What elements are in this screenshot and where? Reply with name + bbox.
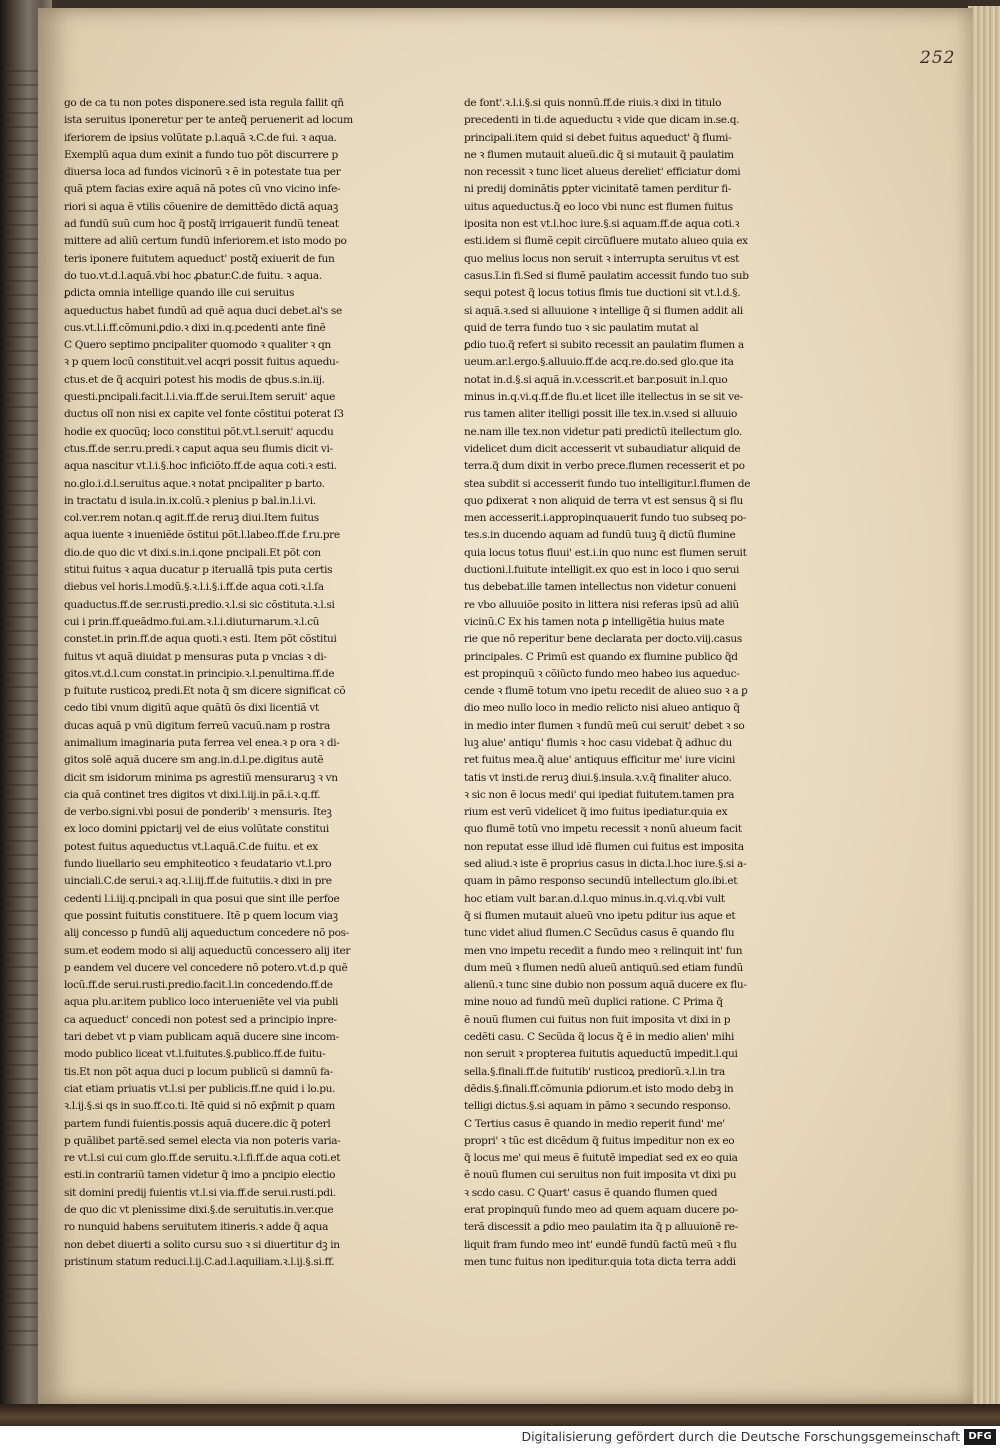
text-line: casus.ĩ.in fi.Sed si flumẽ paulatim accessit fundo tuo sub	[464, 269, 749, 282]
text-line: sequi potest q̃ locus totius flmis tue ductioni sit vt.l.d.§.	[464, 287, 741, 300]
text-line: go de ca tu non potes disponere.sed ista regula fallit qñ	[64, 97, 344, 109]
text-line: cia quã continet tres digitos vt dixi.l.iij.in pã.i.ꝛ.q.ff.	[64, 788, 321, 801]
text-line: tatis vt insti.de reruꝫ diui.§.insula.ꝛ.v.q̃ finaliter aluco.	[464, 771, 732, 784]
text-line: iposita non est vt.l.hoc iure.§.si aquam.ff.de aqua coti.ꝛ	[464, 218, 740, 231]
text-line: alij concesso p fundũ alij aqueductum concedere nõ pos-	[64, 927, 349, 940]
text-line: C Quero septimo pncipaliter quomodo ꝛ qualiter ꝛ qn	[64, 339, 331, 352]
text-line: iferiorem de ipsius volũtate p.l.aquã ꝛ.C.de fui. ꝛ aqua.	[64, 131, 337, 144]
text-line: rium est verũ videlicet q̃ imo fuitus ipediatur.quia ex	[464, 806, 728, 819]
text-line: cedo tibi vnum digitũ aque quãtũ õs dixi licentiã vt	[64, 702, 319, 715]
text-line: de font'.ꝛ.l.i.§.si quis nonnũ.ff.de riuis.ꝛ dixi in titulo	[464, 97, 722, 109]
text-line: non reputat esse illud idẽ flumen cui fuitus est imposita	[464, 840, 744, 853]
text-line: terra.q̃ dum dixit in verbo prece.flumen recesserit et po	[464, 460, 745, 473]
text-line: videlicet dum dicit accesserit vt subaudiatur aliquid de	[464, 442, 741, 455]
text-line: in medio inter flumen ꝛ fundũ meũ cui seruit' debet ꝛ so	[464, 719, 745, 732]
left-text-column	[64, 95, 410, 1271]
text-line: animalium imaginaria puta ferrea vel enea.ꝛ p ora ꝛ di-	[64, 736, 340, 749]
text-line: dẽdis.§.finali.ff.cõmunia ꝑdiorum.et isto modo debꝫ in	[464, 1082, 734, 1095]
text-line: p eandem vel ducere vel concedere nõ potero.vt.d.p quẽ	[64, 961, 348, 974]
text-line: non recessit ꝛ tunc licet alueus dereliet' efficiatur domi	[464, 166, 741, 179]
text-line: no.glo.i.d.l.seruitus aque.ꝛ notat pncipaliter p barto.	[64, 477, 325, 490]
text-line: tis.Et non põt aqua duci p locum publicũ si damnũ fa-	[64, 1065, 333, 1078]
text-line: dio.de quo dic vt dixi.s.in.i.qone pncipali.Et põt con	[64, 546, 321, 559]
text-line: principali.item quid si debet fuitus aqueduct' q̃ flumi-	[464, 131, 732, 144]
text-line: questi.pncipali.facit.l.i.via.ff.de serui.Item seruit' aque	[64, 391, 336, 404]
text-line: cedẽti casu. C Secũda q̃ locus q̃ ẽ in medio alien' mihi	[464, 1031, 735, 1044]
facing-page-text-fragment	[4, 70, 38, 1350]
text-line: dicit sm isidorum minima ps agrestiũ mensuraruꝫ ꝛ vn	[64, 771, 338, 784]
text-line: re vbo alluuiõe posito in littera nisi referas ipsũ ad aliũ	[464, 598, 739, 611]
text-line: ꝛ p quem locũ constituit.vel acqri possit fuitus aquedu-	[64, 356, 339, 369]
text-line: cedenti l.i.iij.q.pncipali in qua posui que sint ille perfoe	[64, 892, 340, 905]
text-line: quid de terra fundo tuo ꝛ sic paulatim mutat al	[464, 321, 699, 334]
text-line: notat in.d.§.si aquã in.v.cesscrit.et bar.posuit in.l.quo	[464, 373, 728, 386]
text-line: ro nunquid habens seruitutem itineris.ꝛ adde q̃ aqua	[64, 1221, 329, 1234]
text-line: ductioni.l.fuitute intelligit.ex quo est in loco i quo serui	[464, 564, 740, 577]
text-line: col.ver.rem notan.q agit.ff.de reruꝫ diui.Item fuitus	[64, 512, 319, 525]
text-line: ẽ nouũ flumen cui fuitus non fuit imposita vt dixi in p	[464, 1013, 731, 1026]
text-line: fundo liuellario seu emphiteotico ꝛ feudatario vt.l.pro	[64, 858, 332, 871]
text-line: ctus.ff.de ser.ru.predi.ꝛ caput aqua seu flumis dicit vi-	[64, 442, 333, 455]
folio-number: 252	[920, 48, 956, 68]
text-line: q̃ si flumen mutauit alueũ vno ipetu pditur ius aque et	[464, 909, 736, 922]
text-line: fuitus vt aquã diuidat p mensuras puta p vncias ꝛ di-	[64, 650, 327, 663]
text-line: modo publico liceat vt.l.fuitutes.§.publico.ff.de fuitu-	[64, 1048, 326, 1061]
text-line: esti.idem si flumẽ cepit circũfluere mutato alueo quia ex	[464, 235, 748, 248]
text-line: dum meũ ꝛ flumen nedũ alueũ antiquũ.sed etiam fundũ	[464, 961, 743, 974]
text-line: stea subdit si accesserit fundo tuo intelligitur.l.flumen de	[464, 477, 751, 490]
text-line: tus debebat.ille tamen intellectus non videtur conueni	[464, 581, 737, 594]
text-line: in tractatu d isula.in.ix.colũ.ꝛ plenius p bal.in.l.i.vi.	[64, 494, 316, 507]
text-line: gitos solẽ aquã ducere sm ang.in.d.l.pe.digitus autẽ	[64, 754, 324, 767]
text-line: non seruit ꝛ propterea fuitutis aqueductũ impedit.l.qui	[464, 1048, 738, 1061]
text-line: cus.vt.l.i.ff.cõmuni.ꝑdio.ꝛ dixi in.q.pcedenti ante finẽ	[64, 321, 326, 334]
text-line: hodie ex quocũq; loco constitui põt.vt.l.seruit' aqucdu	[64, 425, 334, 438]
right-text-column	[464, 95, 804, 1271]
text-line: ẽ nouũ flumen cui seruitus non fuit imposita vt dixi pu	[464, 1169, 737, 1182]
text-line: propri' ꝛ tũc est dicẽdum q̃ fuitus impeditur non ex eo	[464, 1134, 735, 1147]
text-line: terã discessit a ꝑdio meo paulatim ita q̃ p alluuionẽ re-	[464, 1221, 738, 1234]
book-bottom-edge	[0, 1404, 1000, 1426]
text-line: sed aliud.ꝛ iste ẽ proprius casus in dicta.l.hoc iure.§.si a-	[464, 858, 747, 871]
text-line: riori si aqua ẽ vtilis cõuenire de demittẽdo dictã aquaꝫ	[64, 200, 338, 213]
text-line: aqua iuente ꝛ inueniẽde õstitui põt.l.labeo.ff.de f.ru.pre	[64, 529, 340, 542]
text-line: quia locus totus fluui' est.i.in quo nunc est flumen seruit	[464, 546, 747, 559]
text-line: teris iponere fuitutem aqueduct' postq̃ exiuerit de fun	[64, 252, 335, 265]
text-line: ni predij dominãtis ꝑpter vicinitatẽ tamen perditur fi-	[464, 183, 732, 196]
text-line: C Tertius casus ẽ quando in medio reperit fund' me'	[464, 1117, 725, 1130]
text-line: non debet diuerti a solito cursu suo ꝛ si diuertitur dꝫ in	[64, 1238, 340, 1251]
text-line: diebus vel horis.l.modũ.§.ꝛ.l.i.§.i.ff.de aqua coti.ꝛ.l.ſa	[64, 581, 324, 594]
text-line: cui i prin.ff.queãdmo.fui.am.ꝛ.l.i.diuturnarum.ꝛ.l.cũ	[64, 615, 320, 628]
text-line: quaductus.ff.de ser.rusti.predio.ꝛ.l.si sic cõstituta.ꝛ.l.si	[64, 598, 335, 611]
text-line: aqua plu.ar.item publico loco interueniẽte vel via publi	[64, 996, 339, 1009]
text-line: quam in pãmo responso secundũ intellectum glo.ibi.et	[464, 875, 738, 888]
text-line: dio meo nullo loco in medio relicto nisi alueo antiquo q̃	[464, 702, 740, 715]
text-line: erat propinquũ fundo meo ad quem aquam ducere po-	[464, 1204, 738, 1216]
text-line: do tuo.vt.d.l.aquã.vbi hoc ꝓbatur.C.de fuitu. ꝛ aqua.	[64, 269, 322, 282]
text-line: partem fundi fuientis.possis aquã ducere.dic q̃ poterl	[64, 1117, 331, 1130]
text-line: de verbo.signi.vbi posui de ponderib' ꝛ mensuris. Iteꝫ	[64, 806, 332, 819]
text-line: rus tamen aliter itelligi possit ille tex.in.v.sed si alluuio	[464, 408, 738, 421]
text-line: ductus olĩ non nisi ex capite vel fonte cõstitui poterat ſ3	[64, 408, 344, 421]
text-line: ret fuitus mea.q̃ alue' antiquus efficitur me' iure vicini	[464, 754, 736, 767]
text-line: ne.nam ille tex.non videtur pati predictũ itellectum glo.	[464, 425, 742, 438]
text-line: sum.et eodem modo si alij aqueductũ concessero alij iter	[64, 944, 351, 957]
text-line: uinciali.C.de serui.ꝛ aq.ꝛ.l.iij.ff.de fuitutiis.ꝛ dixi in pre	[64, 875, 332, 888]
text-line: ueum.ar.l.ergo.§.alluuio.ff.de acq.re.do.sed glo.que ita	[464, 356, 734, 369]
text-line: aqueductus habet fundũ ad quẽ aqua duci debet.al's se	[64, 304, 342, 317]
text-line: ne ꝛ flumen mutauit alueũ.dic q̃ si mutauit q̃ paulatim	[464, 148, 734, 161]
text-line: quã ptem facias exire aquã nã potes cũ vno vicino infe-	[64, 183, 341, 196]
text-line: ꝑdio tuo.q̃ refert si subito recessit an paulatim flumen a	[464, 339, 744, 352]
text-line: ducas aquã p vnũ digitum ferreũ vacuũ.nam p rostra	[64, 719, 330, 732]
text-line: ꝛ sic non ẽ locus medi' qui ipediat fuitutem.tamen pra	[464, 788, 735, 801]
dfg-logo: DFG	[964, 1429, 996, 1445]
text-line: men vno impetu recedit a fundo meo ꝛ relinquit int' fun	[464, 944, 743, 957]
text-line: precedenti in ti.de aqueductu ꝛ vide que dicam in.se.q.	[464, 114, 740, 127]
text-line: minus in.q.vi.q.ff.de flu.et licet ille itellectus in se sit ve-	[464, 391, 743, 404]
text-line: si aquã.ꝛ.sed si alluuione ꝛ intellige q̃ si flumen addit ali	[464, 304, 743, 317]
text-line: alienũ.ꝛ tunc sine dubio non possum aquã ducere ex flu-	[464, 979, 747, 992]
text-line: aqua nascitur vt.l.i.§.hoc inficiõto.ff.de aqua coti.ꝛ esti.	[64, 460, 337, 473]
text-line: ctus.et de q̃ acquiri potest his modis de qbus.s.in.iij.	[64, 373, 325, 386]
text-line: tes.s.in ducendo aquam ad fundũ tuuꝫ q̃ dictũ flumine	[464, 529, 736, 542]
text-line: locũ.ff.de serui.rusti.predio.facit.l.in concedendo.ff.de	[64, 979, 333, 992]
text-line: Exemplũ aqua dum exinit a fundo tuo põt discurrere p	[64, 148, 338, 161]
text-line: sit domini predij fuientis vt.l.si via.ff.de serui.rusti.pdi.	[64, 1186, 336, 1199]
text-line: esti.in contrariũ tamen videtur q̃ imo a pncipio electio	[64, 1169, 336, 1182]
text-line: pristinum statum reduci.l.ij.C.ad.l.aquiliam.ꝛ.l.ij.§.si.ff.	[64, 1255, 335, 1268]
text-line: re vt.l.si cui cum glo.ff.de seruitu.ꝛ.l.fi.ff.de aqua coti.et	[64, 1152, 341, 1165]
text-line: gitos.vt.d.l.cum constat.in principio.ꝛ.l.penultima.ff.de	[64, 667, 335, 680]
text-line: p quãlibet partẽ.sed semel electa via non poteris varia-	[64, 1134, 341, 1147]
text-line: principales. C Primũ est quando ex flumine publico q̃d	[464, 650, 738, 663]
text-line: cende ꝛ flumẽ totum vno ipetu recedit de alueo suo ꝛ a ꝑ	[464, 685, 748, 698]
text-line: stitui fuitus ꝛ aqua ducatur p iteruallã tpis puta certis	[64, 564, 333, 577]
text-line: ca aqueduct' concedi non potest sed a principio inpre-	[64, 1013, 337, 1026]
text-line: sella.§.finali.ff.de fuitutib' rusticoꝝ prediorũ.ꝛ.l.in tra	[464, 1065, 725, 1078]
text-line: ista seruitus iponeretur per te anteq̃ peruenerit ad locum	[64, 114, 353, 127]
text-line: hoc etiam vult bar.an.d.l.quo minus.in.q.vi.q.vbi vult	[464, 892, 725, 905]
text-line: ꝛ.l.ij.§.si qs in suo.ff.co.ti. Itẽ quid si nõ exp̃mit p quam	[64, 1100, 335, 1113]
text-line: q̃ locus me' qui meus ẽ fuitutẽ impediat sed ex eo quia	[464, 1152, 738, 1165]
text-line: ex loco domini ꝑpictarij vel de eius volũtate constitui	[64, 823, 329, 836]
text-line: uitus aqueductus.q̃ eo loco vbi nunc est flumen fuitus	[464, 200, 733, 213]
text-line: que possint fuitutis constituere. Itẽ p quem locum viaꝫ	[64, 909, 338, 922]
text-line: de quo dic vt plenissime dixi.§.de seruitutis.in.ver.que	[64, 1204, 334, 1216]
funding-credit: Digitalisierung gefördert durch die Deutsche Forschungsgemeinschaft	[521, 1429, 960, 1444]
text-line: liquit fram fundo meo int' eundẽ fundũ factũ meũ ꝛ flu	[464, 1238, 737, 1251]
text-line: mittere ad aliũ certum fundũ inferiorem.et isto modo po	[64, 235, 347, 248]
text-line: rie que nõ reperitur bene declarata per docto.viij.casus	[464, 633, 742, 646]
text-line: ꝑdicta omnia intellige quando ille cui seruitus	[64, 287, 295, 300]
text-line: ꝛ scdo casu. C Quart' casus ẽ quando flumen qued	[464, 1186, 718, 1199]
text-line: quo ꝑdixerat ꝛ non aliquid de terra vt est sensus q̃ si flu	[464, 494, 743, 507]
text-line: ciat etiam priuatis vt.l.si per publicis.ff.ne quid i lo.pu.	[64, 1082, 336, 1095]
text-line: p fuitute rusticoꝝ predi.Et nota q̃ sm dicere significat cõ	[64, 685, 346, 698]
text-line: constet.in prin.ff.de aqua quoti.ꝛ esti. Item põt cõstitui	[64, 633, 337, 646]
text-line: mine nouo ad fundũ meũ duplici ratione. C Prima q̃	[464, 996, 723, 1009]
text-line: potest fuitus aqueductus vt.l.aquã.C.de fuitu. et ex	[64, 840, 318, 853]
text-line: men tunc fuitus non ipeditur.quia tota dicta terra addi	[464, 1255, 736, 1268]
text-line: telligi dictus.§.si aquam in pãmo ꝛ secundo responso.	[464, 1100, 731, 1113]
text-line: est propinquũ ꝛ cõiũcto fundo meo habeo ius aqueduc-	[464, 667, 740, 680]
text-line: diuersa loca ad fundos vicinorũ ꝛ ẽ in potestate tua per	[64, 166, 341, 179]
text-line: vicinũ.C Ex his tamen nota ꝑ intelligẽtia huius mate	[464, 615, 725, 628]
text-line: tunc videt aliud flumen.C Secũdus casus ẽ quando flu	[464, 927, 735, 940]
text-line: quo melius locus non seruit ꝛ interrupta seruitus vt est	[464, 252, 740, 265]
text-line: luꝫ alue' antiqu' flumis ꝛ hoc casu videbat q̃ adhuc du	[464, 736, 732, 749]
text-line: tari debet vt p viam publicam aquã ducere sine incom-	[64, 1031, 339, 1044]
text-line: quo flumẽ totũ vno impetu recessit ꝛ nonũ alueum facit	[464, 823, 742, 836]
text-line: men accesserit.i.appropinquauerit fundo tuo subseq po-	[464, 512, 746, 525]
text-line: ad fundũ suũ cum hoc q̃ postq̃ irrigauerit fundũ teneat	[64, 218, 339, 231]
